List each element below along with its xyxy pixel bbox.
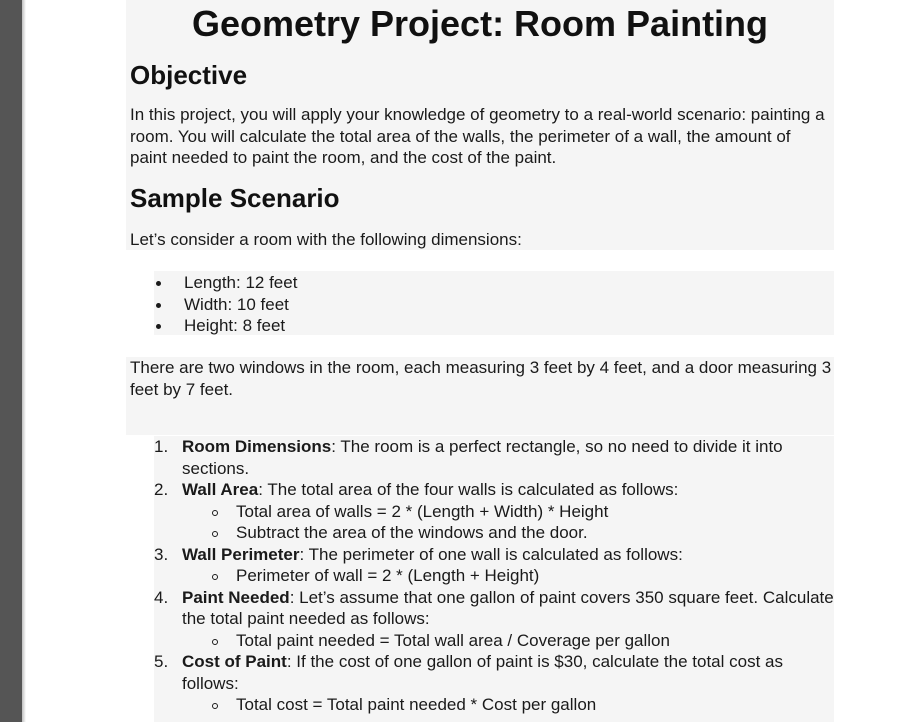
bullet-icon: [156, 281, 161, 286]
dimensions-list: [156, 272, 836, 337]
document-page: [26, 0, 922, 722]
step-label: Wall Perimeter: [182, 544, 300, 564]
page-title: Geometry Project: Room Painting: [191, 3, 769, 44]
step-label: Paint Needed: [182, 587, 290, 607]
circle-bullet-icon: [212, 510, 218, 516]
step-label: Room Dimensions: [182, 437, 332, 456]
bullet-icon: [156, 324, 161, 329]
list-item: Length: 12 feet: [156, 272, 836, 294]
viewer-gutter: [0, 0, 22, 722]
step-item: 3. Wall Perimeter: The perimeter of one wall is calculated as follows:: [154, 544, 683, 564]
step-label: Wall Area: [182, 480, 259, 499]
circle-bullet-icon: [212, 703, 218, 709]
sub-item: Total paint needed = Total wall area / Coverage per gallon: [154, 630, 834, 652]
step-item: 4. Paint Needed: Let’s assume that one gallon of paint covers 350 square feet. Calculate the total paint needed as follows:: [154, 587, 834, 628]
objective-heading: Objective: [130, 60, 248, 90]
step-item: 1. Room Dimensions: The room is a perfect rectangle, so no need to divide it into sections.: [154, 437, 783, 478]
sub-item: Total area of walls = 2 * (Length + Width) * Height: [154, 501, 834, 523]
list-item: Height: 8 feet: [156, 315, 836, 337]
steps-list: [154, 436, 834, 716]
scenario-heading: Sample Scenario: [130, 183, 340, 213]
sub-item: Total cost = Total paint needed * Cost per gallon: [154, 694, 834, 716]
bullet-icon: [156, 303, 161, 308]
scenario-intro: Let’s consider a room with the following dimensions:: [130, 230, 522, 249]
step-item: 2. Wall Area: The total area of the four walls is calculated as follows:: [154, 480, 679, 499]
step-label: Cost of Paint: [182, 652, 287, 671]
list-item: Width: 10 feet: [156, 294, 836, 316]
circle-bullet-icon: [212, 531, 218, 537]
sub-item: Subtract the area of the windows and the door.: [154, 522, 834, 544]
circle-bullet-icon: [212, 574, 218, 580]
sub-item: Perimeter of wall = 2 * (Length + Height): [154, 565, 834, 587]
circle-bullet-icon: [212, 639, 218, 645]
step-item: 5. Cost of Paint: If the cost of one gallon of paint is $30, calculate the total cost as follows:: [154, 652, 783, 693]
windows-text: There are two windows in the room, each measuring 3 feet by 4 feet, and a door measuring 3 feet by 7 feet.: [130, 358, 832, 399]
objective-text: In this project, you will apply your knowledge of geometry to a real-world scenario: painting a room. You will calculate the total area of the walls, the perimeter of a wall, the amount of paint needed to paint the room, and the cost of the paint.: [130, 105, 825, 167]
